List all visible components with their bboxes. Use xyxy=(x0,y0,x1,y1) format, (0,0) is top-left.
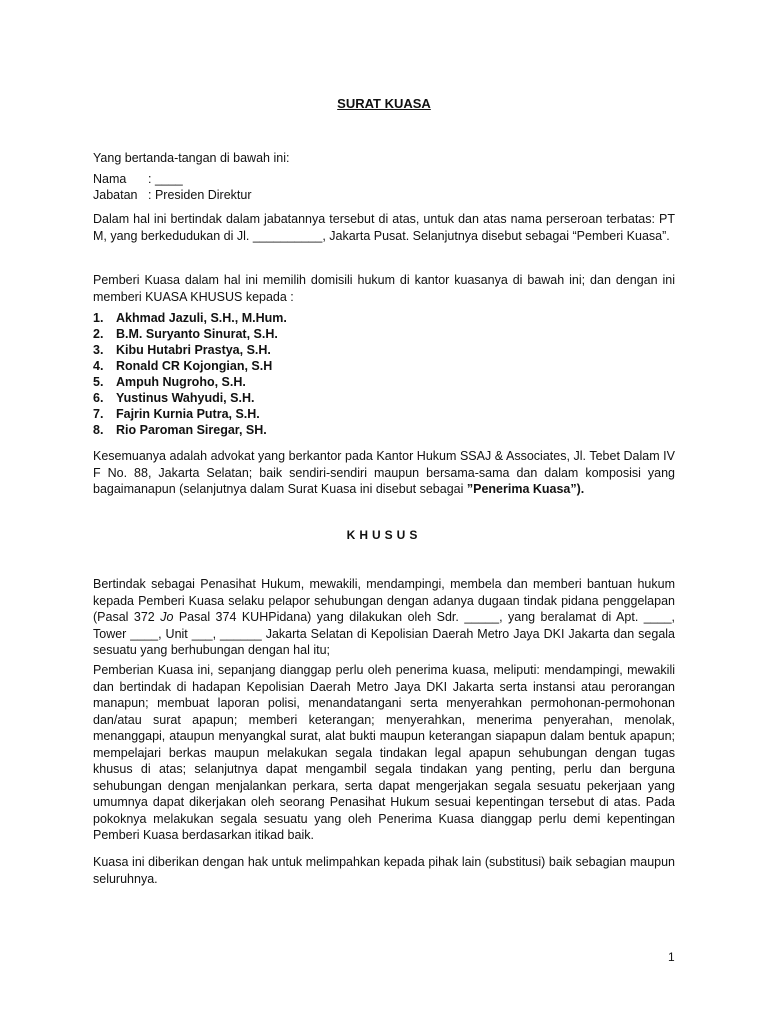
advocates-text: Kesemuanya adalah advokat yang berkantor pada Kantor Hukum SSAJ & Associates, Jl. Tebet Dalam IV F No. 88, Jakarta Selatan; baik sendiri-sendiri maupun bersama-sama dan dalam komposisi yang bagaimanapun (selanjutnya dalam Surat Kuasa ini disebut sebagai xyxy=(93,449,675,496)
counsel-name: Akhmad Jazuli, S.H., M.Hum. xyxy=(116,311,287,325)
field-jabatan xyxy=(93,187,252,204)
field-label: Jabatan xyxy=(93,188,138,202)
field-nama xyxy=(93,171,183,188)
counsel-name: B.M. Suryanto Sinurat, S.H. xyxy=(116,327,278,341)
document-title: SURAT KUASA xyxy=(337,96,431,111)
counsel-name: Yustinus Wahyudi, S.H. xyxy=(116,391,255,405)
field-value: : Presiden Direktur xyxy=(148,188,252,202)
paragraph-authority: Dalam hal ini bertindak dalam jabatannya tersebut di atas, untuk dan atas nama perseroan terbatas: PT M, yang berkedudukan di Jl. __________, Jakarta Pusat. Selanjutnya disebut sebagai “Pemberi Kuasa”. xyxy=(93,212,675,243)
paragraph-scope: Pemberian Kuasa ini, sepanjang dianggap perlu oleh penerima kuasa, meliputi: mendampingi, mewakili dan bertindak di hadapan Kepolisian Daerah Metro Jaya DKI Jakarta serta instansi atau perorangan manapun; membuat laporan polisi, menandatangani serta menyerahkan permohonan-permohonan dan/atau surat apapun; memberi keterangan; menyerahkan, menerima penyerahan, menolak, menanggapi, ataupun menyangkal surat, alat bukti maupun keterangan siapapun dalam bentuk apapun; mempelajari berkas maupun melakukan segala tindakan legal apapun sehubungan dengan tugas khusus di atas; selanjutnya dapat mengambil segala tindakan yang penting, perlu dan berguna sehubungan dengan menjalankan perkara, serta dapat mengerjakan segala sesuatu pekerjaan yang umumnya dapat dikerjakan oleh seorang Penasihat Hukum sesuai kepentingan tersebut di atas. Pada pokoknya melakukan segala sesuatu yang oleh Penerima Kuasa dianggap perlu demi kepentingan Pemberi Kuasa berdasarkan itikad baik. xyxy=(93,663,675,842)
list-item xyxy=(93,390,287,406)
mandate-jo: Jo xyxy=(160,610,174,624)
recipient-term: ”Penerima Kuasa”). xyxy=(466,482,585,496)
field-label: Nama xyxy=(93,172,127,186)
list-item xyxy=(93,326,287,342)
list-number: 6. xyxy=(93,391,104,405)
counsel-name: Ronald CR Kojongian, S.H xyxy=(116,359,273,373)
list-number: 5. xyxy=(93,375,104,389)
intro-line: Yang bertanda-tangan di bawah ini: xyxy=(93,151,290,165)
counsel-name: Ampuh Nugroho, S.H. xyxy=(116,375,246,389)
list-item xyxy=(93,342,287,358)
section-heading-khusus: KHUSUS xyxy=(346,528,422,542)
list-item xyxy=(93,310,287,326)
mandate-text-a: Bertindak sebagai Penasihat Hukum, mewakili, mendampingi, membela dan memberi bantuan hukum kepada Pemberi Kuasa selaku pelapor sehubungan dengan adanya dugaan tindak pidana penggelapan (Pasal 372 xyxy=(93,577,675,624)
list-number: 4. xyxy=(93,359,104,373)
paragraph-advocates xyxy=(93,448,675,498)
list-number: 2. xyxy=(93,327,104,341)
counsel-name: Kibu Hutabri Prastya, S.H. xyxy=(116,343,271,357)
page-number: 1 xyxy=(668,950,675,964)
list-number: 1. xyxy=(93,311,104,325)
list-item xyxy=(93,422,287,438)
counsel-list xyxy=(93,310,287,438)
paragraph-domicile: Pemberi Kuasa dalam hal ini memilih domisili hukum di kantor kuasanya di bawah ini; dan dengan ini memberi KUASA KHUSUS kepada : xyxy=(93,273,675,304)
list-number: 8. xyxy=(93,423,104,437)
list-number: 3. xyxy=(93,343,104,357)
mandate-text-b: Pasal 374 KUHPidana) yang dilakukan oleh Sdr. _____, yang beralamat di Apt. ____, Tower ____, Unit ___, ______ Jakarta Selatan di Kepolisian Daerah Metro Jaya DKI Jakarta dan segala sesuatu yang berhubungan dengan hal itu; xyxy=(93,610,676,657)
paragraph-substitution: Kuasa ini diberikan dengan hak untuk melimpahkan kepada pihak lain (substitusi) baik sebagian maupun seluruhnya. xyxy=(93,855,675,886)
field-value: : ____ xyxy=(148,172,183,186)
list-item xyxy=(93,374,287,390)
counsel-name: Rio Paroman Siregar, SH. xyxy=(116,423,267,437)
counsel-name: Fajrin Kurnia Putra, S.H. xyxy=(116,407,260,421)
paragraph-mandate xyxy=(93,576,675,659)
list-number: 7. xyxy=(93,407,104,421)
list-item xyxy=(93,406,287,422)
list-item xyxy=(93,358,287,374)
